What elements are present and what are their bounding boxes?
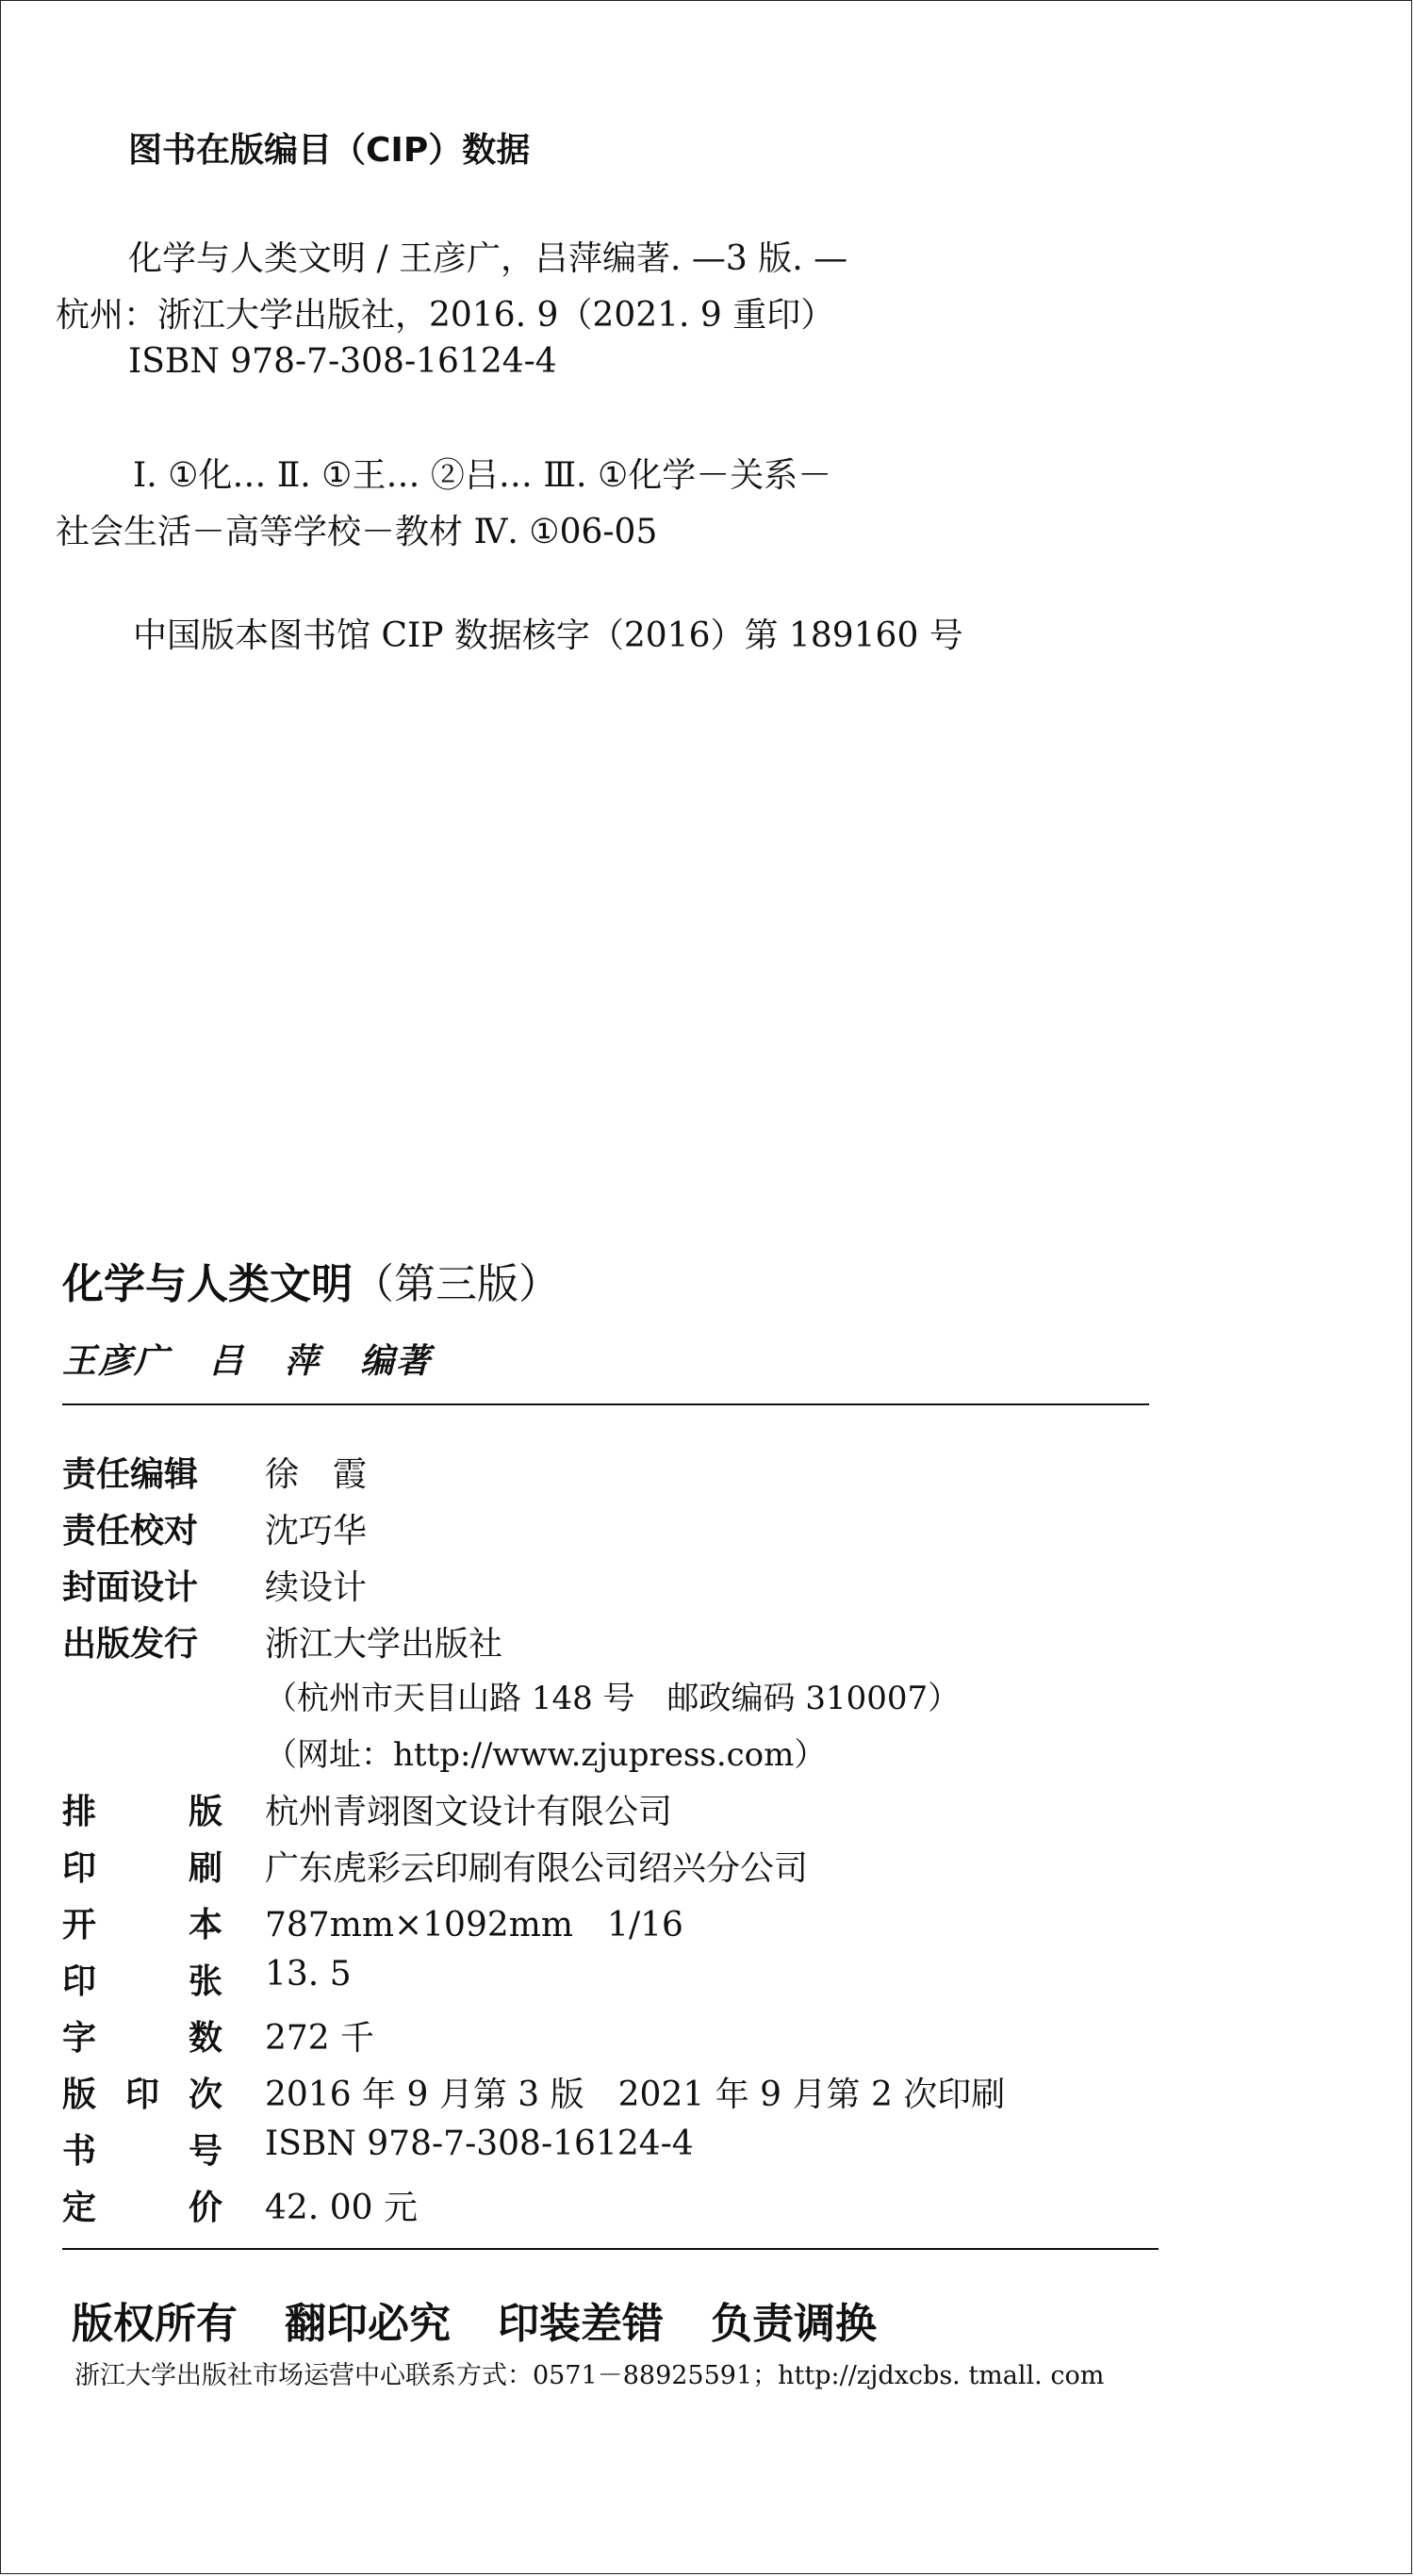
editor-value: 徐 霞	[265, 1455, 368, 1494]
sheets-value: 13. 5	[265, 1955, 352, 1994]
publisher-label: 出版发行	[62, 1625, 199, 1664]
edition-value: 2016 年 9 月第 3 版 2021 年 9 月第 2 次印刷	[265, 2076, 1006, 2114]
authors	[62, 1335, 471, 1383]
author-2-surname: 吕	[209, 1341, 246, 1381]
rights-2: 翻印必究	[285, 2300, 451, 2348]
cip-library-note: 中国版本图书馆 CIP 数据核字（2016）第 189160 号	[133, 616, 963, 655]
book-title-main: 化学与人类文明	[62, 1260, 353, 1308]
typeset-value: 杭州青翊图文设计有限公司	[265, 1793, 673, 1831]
cover-design-value: 续设计	[265, 1568, 368, 1607]
price-label: 定 价	[62, 2189, 222, 2227]
rights-1: 版权所有	[72, 2300, 238, 2348]
rights-statement	[72, 2289, 924, 2350]
typeset-label: 排 版	[62, 1793, 222, 1831]
cip-heading: 图书在版编目（CIP）数据	[128, 131, 531, 170]
publisher-website: （网址：http://www.zjupress.com）	[265, 1736, 827, 1774]
format-label: 开 本	[62, 1906, 222, 1944]
editor-label: 责任编辑	[62, 1455, 199, 1494]
rights-3: 印装差错	[498, 2300, 664, 2348]
book-edition: （第三版）	[353, 1260, 560, 1308]
isbn-label: 书 号	[62, 2132, 222, 2171]
book-title	[62, 1250, 560, 1310]
word-count-value: 272 千	[265, 2019, 375, 2058]
publisher-value: 浙江大学出版社	[265, 1625, 503, 1664]
format-value: 787mm×1092mm 1/16	[265, 1906, 683, 1944]
rights-4: 负责调换	[711, 2300, 877, 2348]
cip-publisher-line: 杭州：浙江大学出版社，2016. 9（2021. 9 重印）	[56, 296, 835, 335]
proofreader-label: 责任校对	[62, 1512, 199, 1551]
printer-value: 广东虎彩云印刷有限公司绍兴分公司	[265, 1849, 809, 1888]
cip-classification-line-2: 社会生活－高等学校－教材 Ⅳ. ①06-05	[56, 513, 658, 551]
marketing-contact: 浙江大学出版社市场运营中心联系方式：0571－88925591；http://zjdxcbs. tmall. com	[74, 2361, 1105, 2390]
cip-title-line: 化学与人类文明 / 王彦广，吕萍编著. —3 版. —	[128, 239, 848, 278]
author-2-name: 萍	[285, 1341, 321, 1381]
price-value: 42. 00 元	[265, 2189, 418, 2227]
edition-label: 版 印 次	[62, 2076, 222, 2114]
cover-design-label: 封面设计	[62, 1568, 199, 1607]
isbn-value: ISBN 978-7-308-16124-4	[265, 2125, 694, 2163]
word-count-label: 字 数	[62, 2019, 222, 2058]
sheets-label: 印 张	[62, 1962, 222, 2001]
divider-top	[62, 1403, 1149, 1405]
author-1: 王彦广	[62, 1341, 171, 1381]
proofreader-value: 沈巧华	[265, 1512, 368, 1551]
authors-role: 编著	[360, 1341, 433, 1381]
printer-label: 印 刷	[62, 1849, 222, 1888]
publisher-address: （杭州市天目山路 148 号 邮政编码 310007）	[265, 1680, 961, 1717]
cip-isbn: ISBN 978-7-308-16124-4	[128, 342, 557, 381]
divider-bottom	[62, 2248, 1159, 2250]
cip-classification-line-1: Ⅰ. ①化… Ⅱ. ①王… ②吕… Ⅲ. ①化学－关系－	[133, 456, 832, 495]
